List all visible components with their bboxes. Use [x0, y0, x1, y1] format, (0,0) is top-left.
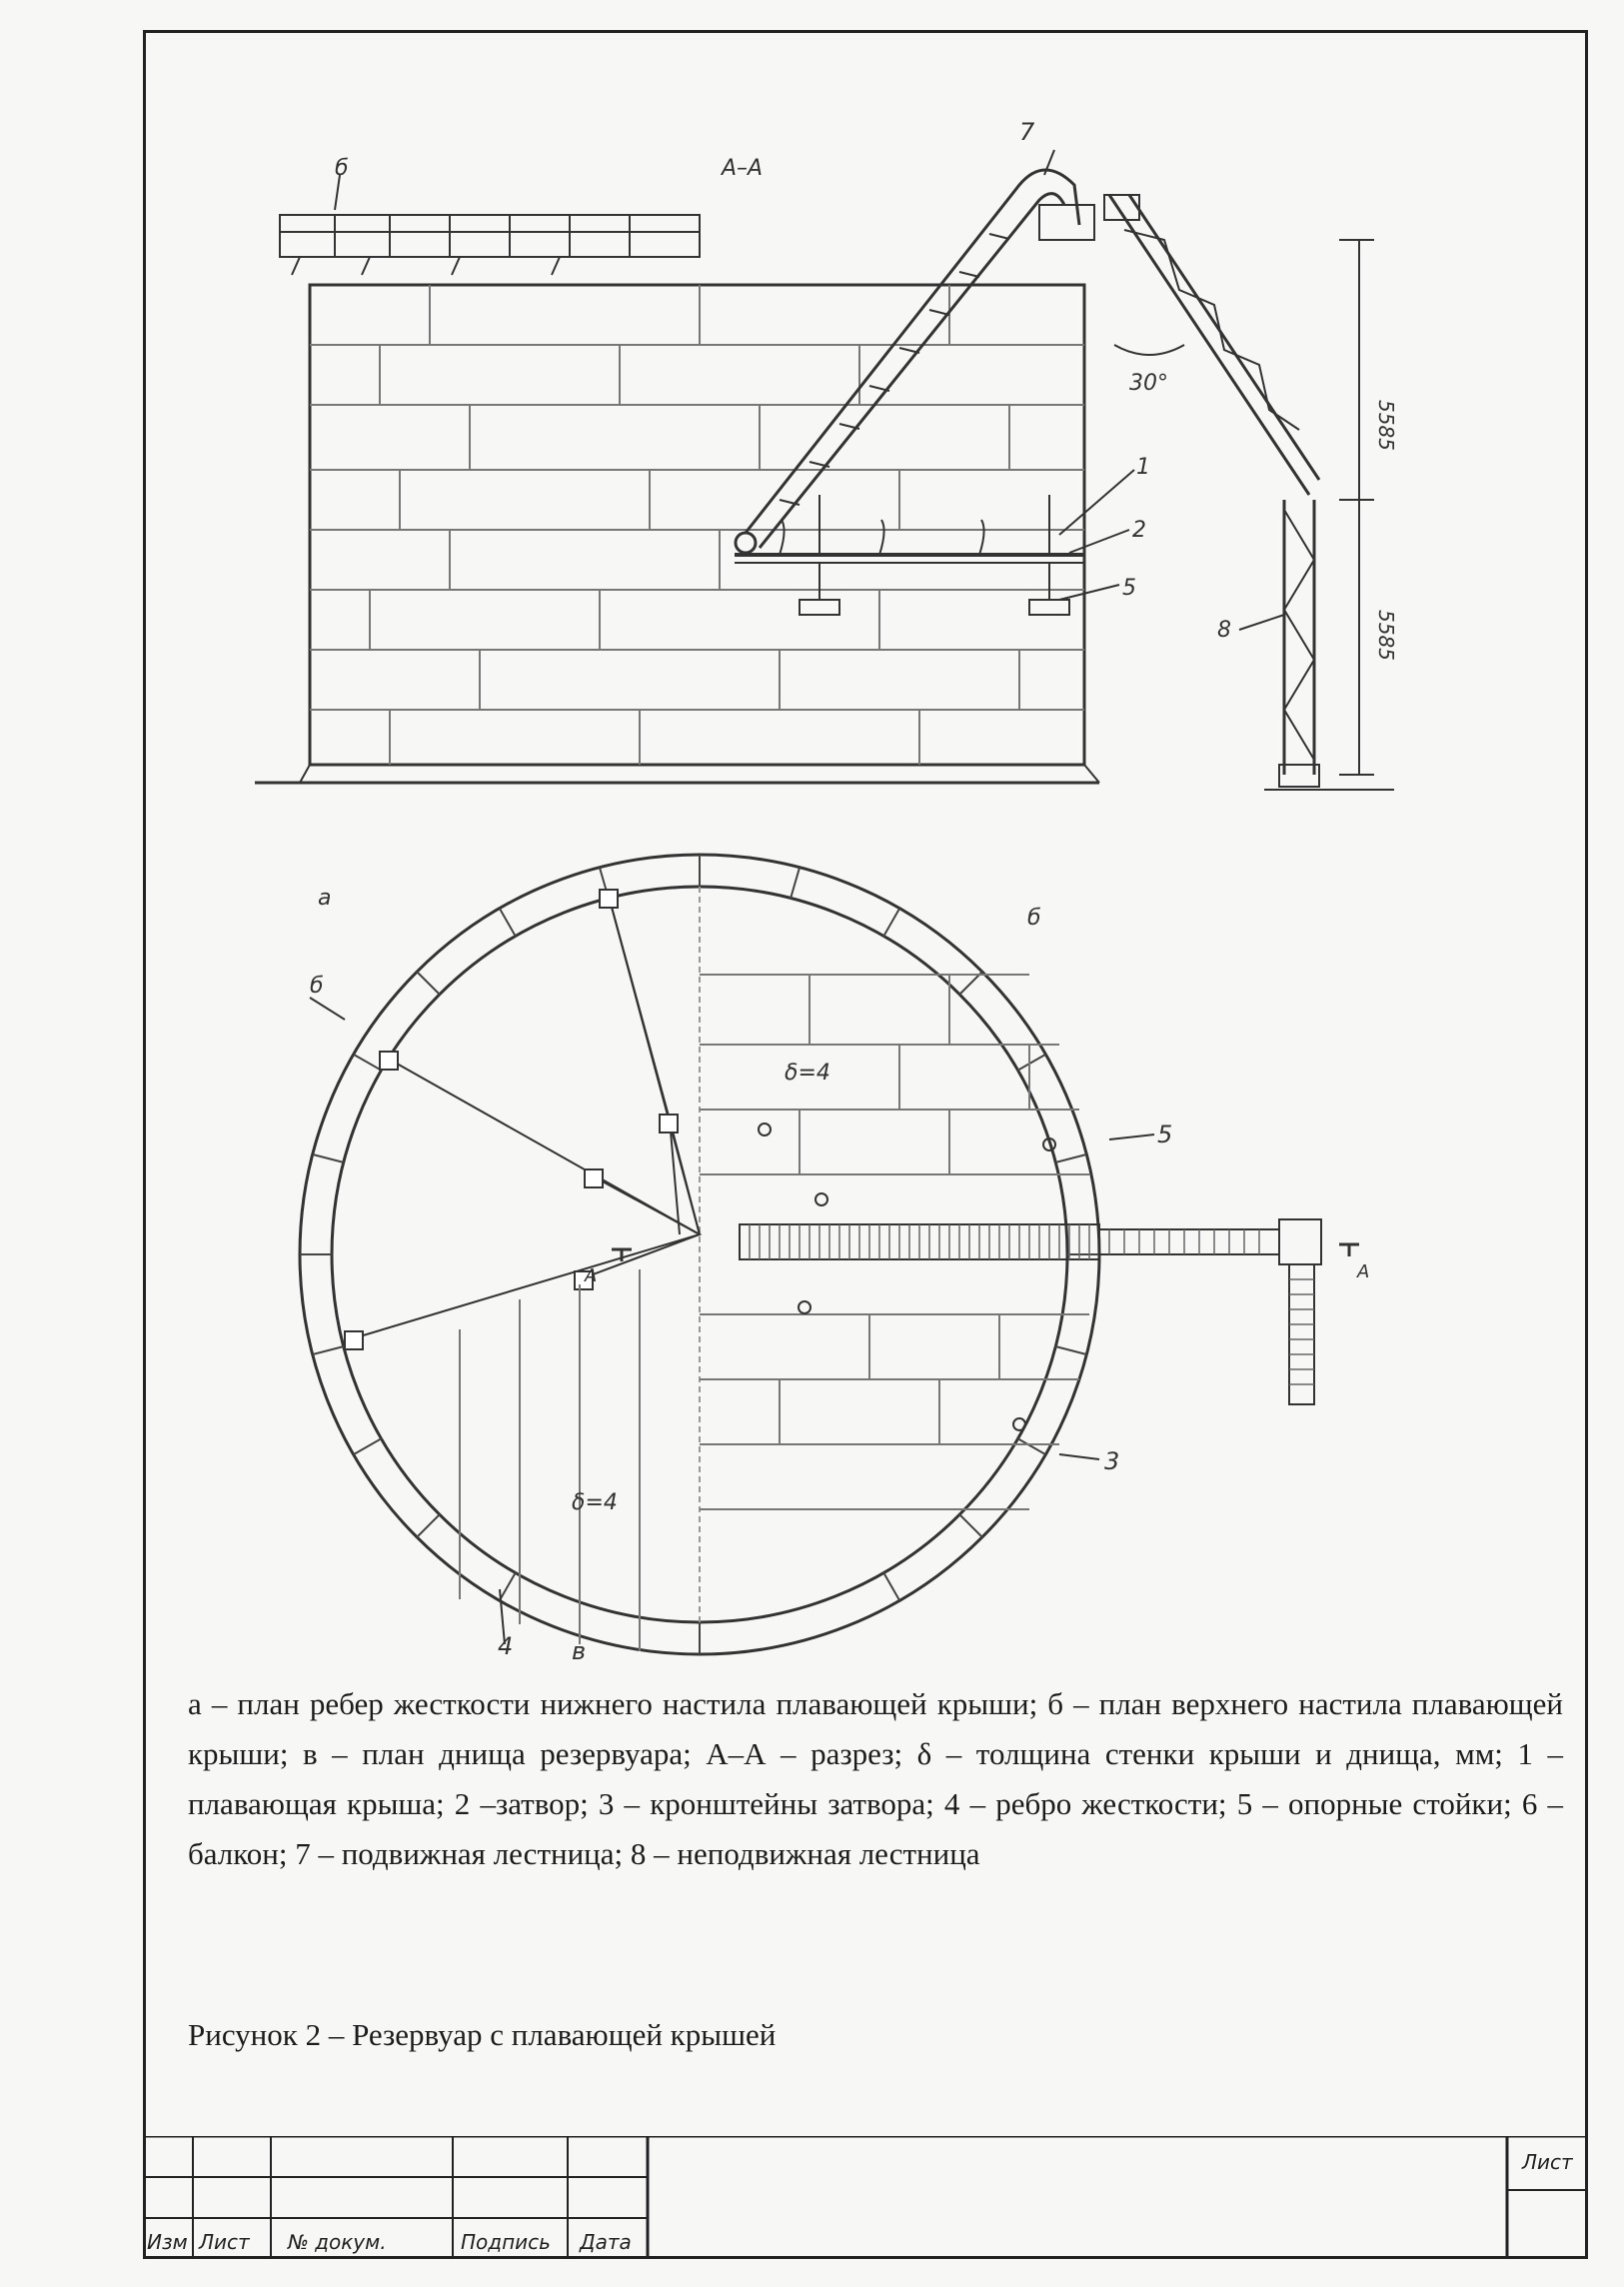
cut-mark-left: А [585, 1265, 598, 1286]
drawing-labels [310, 118, 1398, 1665]
sheet-label: Лист [1522, 2150, 1573, 2174]
label-7: 7 [1019, 118, 1035, 146]
figure-title: Рисунок 2 – Резервуар с плавающей крышей [188, 2017, 777, 2052]
col-doc-number: № докум. [288, 2230, 387, 2254]
col-izm: Изм [147, 2230, 188, 2254]
angle-label: 30° [1129, 371, 1168, 396]
tank-plan-view [300, 855, 1359, 1654]
label-plan-b: б [1027, 906, 1041, 931]
section-label: А–А [722, 156, 764, 181]
figure-caption: а – план ребер жесткости нижнего настила плавающей крыши; б – план верхнего настила плавающей крыши; в – план днища резервуара; А–А – разрез; δ – толщина стенки крыши и днища, мм; 1 – плавающая крыша; 2 –затвор; 3 – кронштейны затвора; 4 – ребро жесткости; 5 – опорные стойки; 6 – балкон; 7 – подвижная лестница; 8 – неподвижная лестница [188, 1686, 1563, 1871]
col-date: Дата [580, 2230, 632, 2254]
label-plan-v: в [572, 1637, 587, 1665]
label-2: 2 [1132, 518, 1146, 543]
label-8: 8 [1217, 618, 1231, 643]
label-balcony: б [310, 974, 324, 999]
tank-section-view [255, 150, 1394, 790]
label-4: 4 [498, 1632, 514, 1660]
label-5: 5 [1122, 576, 1136, 601]
col-list: Лист [199, 2230, 250, 2254]
col-signature: Подпись [461, 2230, 551, 2254]
label-balcony-top: б [335, 156, 349, 181]
label-3: 3 [1104, 1447, 1120, 1475]
thickness-label-1: δ=4 [785, 1061, 830, 1086]
thickness-label-2: δ=4 [572, 1490, 618, 1515]
label-5-plan: 5 [1157, 1121, 1173, 1148]
cut-mark-right: А [1357, 1261, 1370, 1282]
title-block [143, 2136, 1588, 2259]
dimension-upper: 5585 [1374, 400, 1398, 451]
label-1: 1 [1136, 455, 1150, 480]
label-plan-a: а [318, 886, 332, 911]
dimension-lower: 5585 [1374, 610, 1398, 661]
